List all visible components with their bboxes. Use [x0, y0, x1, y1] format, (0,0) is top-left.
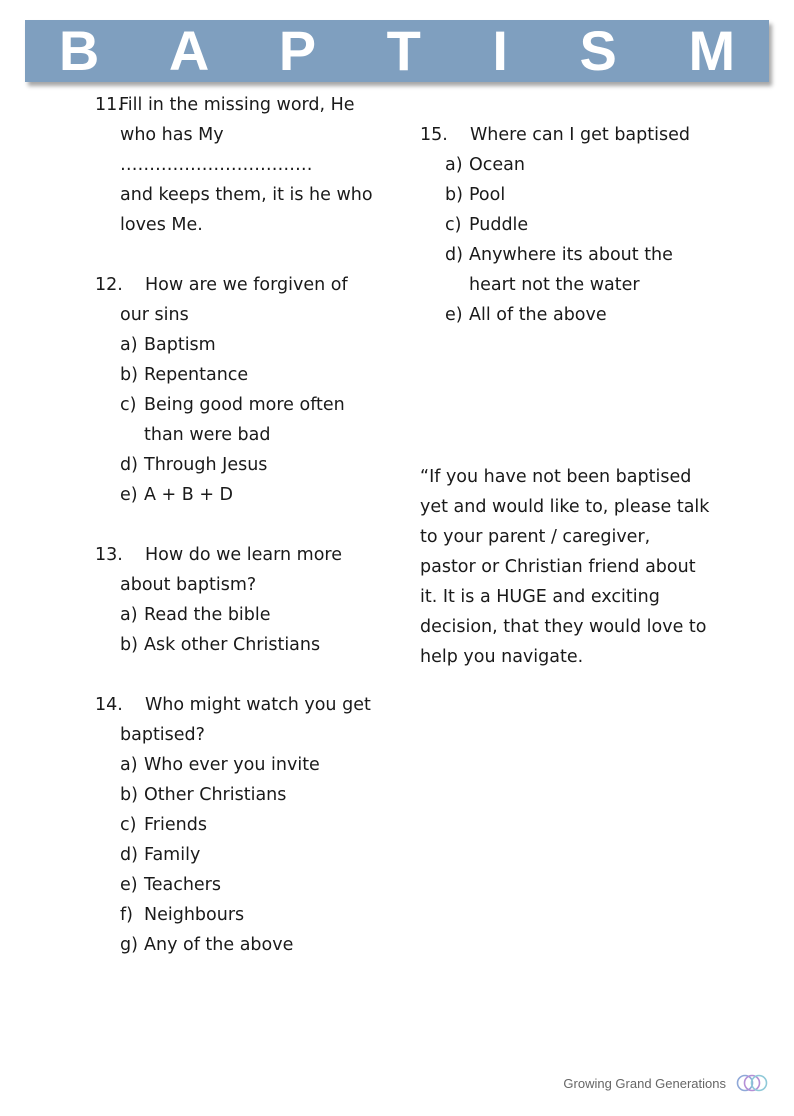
option-letter: c): [445, 215, 462, 235]
right-column: [420, 120, 720, 360]
option-item: [95, 600, 385, 630]
option-item: [420, 210, 720, 240]
option-item: [420, 150, 720, 180]
option-letter: d): [120, 455, 138, 475]
option-item: [95, 390, 385, 450]
option-text: Friends: [144, 815, 207, 835]
page-title: B A P T I S M: [58, 19, 764, 82]
option-letter: c): [120, 815, 137, 835]
option-text: Family: [144, 845, 201, 865]
footer-brand: Growing Grand Generations: [563, 1075, 726, 1091]
option-letter: e): [445, 305, 463, 325]
question-11: [95, 90, 385, 240]
question-15: [420, 120, 720, 330]
option-letter: b): [120, 365, 138, 385]
option-text: Neighbours: [144, 905, 245, 925]
option-text: Pool: [469, 185, 506, 205]
question-number: 15.: [420, 125, 448, 145]
option-letter: g): [120, 935, 138, 955]
option-text: Any of the above: [144, 935, 294, 955]
option-letter: e): [120, 485, 138, 505]
option-letter: f): [120, 905, 133, 925]
question-text: Fill in the missing word, He: [119, 95, 355, 115]
option-text: Anywhere its about the heart not the water: [469, 245, 673, 295]
option-item: [95, 360, 385, 390]
option-item: [95, 810, 385, 840]
option-item: [95, 330, 385, 360]
question-text: Where can I get baptised: [470, 125, 690, 145]
option-text: Puddle: [469, 215, 529, 235]
option-item: [95, 630, 385, 660]
option-letter: a): [445, 155, 463, 175]
question-text: our sins: [120, 305, 189, 325]
question-number: 11.: [95, 95, 123, 115]
option-text: Teachers: [144, 875, 221, 895]
question-text: Who might watch you get: [145, 695, 371, 715]
option-item: [95, 870, 385, 900]
option-text: Repentance: [144, 365, 249, 385]
option-item: [420, 300, 720, 330]
baptism-encouragement-quote: “If you have not been baptised yet and would like to, please talk to your parent / caregiver, pastor or Christian friend about it. It is a HUGE and exciting decision, that they would love to help you navigate.: [420, 467, 710, 667]
question-number: 13.: [95, 545, 123, 565]
question-text: and keeps them, it is he who: [120, 185, 373, 205]
question-text: about baptism?: [120, 575, 257, 595]
option-letter: b): [445, 185, 463, 205]
question-text: baptised?: [120, 725, 205, 745]
option-text: Ask other Christians: [144, 635, 321, 655]
option-item: [95, 900, 385, 930]
option-text: Ocean: [469, 155, 525, 175]
option-text: Read the bible: [144, 605, 271, 625]
question-13: [95, 540, 385, 660]
option-letter: a): [120, 755, 138, 775]
option-letter: a): [120, 605, 138, 625]
option-letter: b): [120, 785, 138, 805]
option-item: [95, 750, 385, 780]
question-12: [95, 270, 385, 510]
option-item: [95, 840, 385, 870]
option-text: All of the above: [469, 305, 607, 325]
option-item: [95, 780, 385, 810]
title-banner: [25, 20, 769, 82]
question-14: [95, 690, 385, 960]
question-text: How are we forgiven of: [145, 275, 348, 295]
option-item: [95, 930, 385, 960]
footer: [563, 1072, 770, 1094]
option-text: Being good more often than were bad: [144, 395, 345, 445]
question-number: 12.: [95, 275, 123, 295]
option-item: [95, 450, 385, 480]
option-letter: c): [120, 395, 137, 415]
question-text: who has My ……………………………: [120, 125, 313, 175]
option-letter: d): [445, 245, 463, 265]
option-letter: e): [120, 875, 138, 895]
option-letter: d): [120, 845, 138, 865]
option-text: Baptism: [144, 335, 216, 355]
ggg-logo-icon: [734, 1072, 770, 1094]
question-number: 14.: [95, 695, 123, 715]
option-item: [420, 180, 720, 210]
option-item: [420, 240, 720, 300]
option-text: Through Jesus: [144, 455, 268, 475]
option-text: Other Christians: [144, 785, 287, 805]
question-text: loves Me.: [120, 215, 203, 235]
option-text: Who ever you invite: [144, 755, 320, 775]
question-text: How do we learn more: [145, 545, 342, 565]
option-item: [95, 480, 385, 510]
option-letter: b): [120, 635, 138, 655]
option-letter: a): [120, 335, 138, 355]
option-text: A + B + D: [144, 485, 234, 505]
left-column: [95, 90, 385, 990]
